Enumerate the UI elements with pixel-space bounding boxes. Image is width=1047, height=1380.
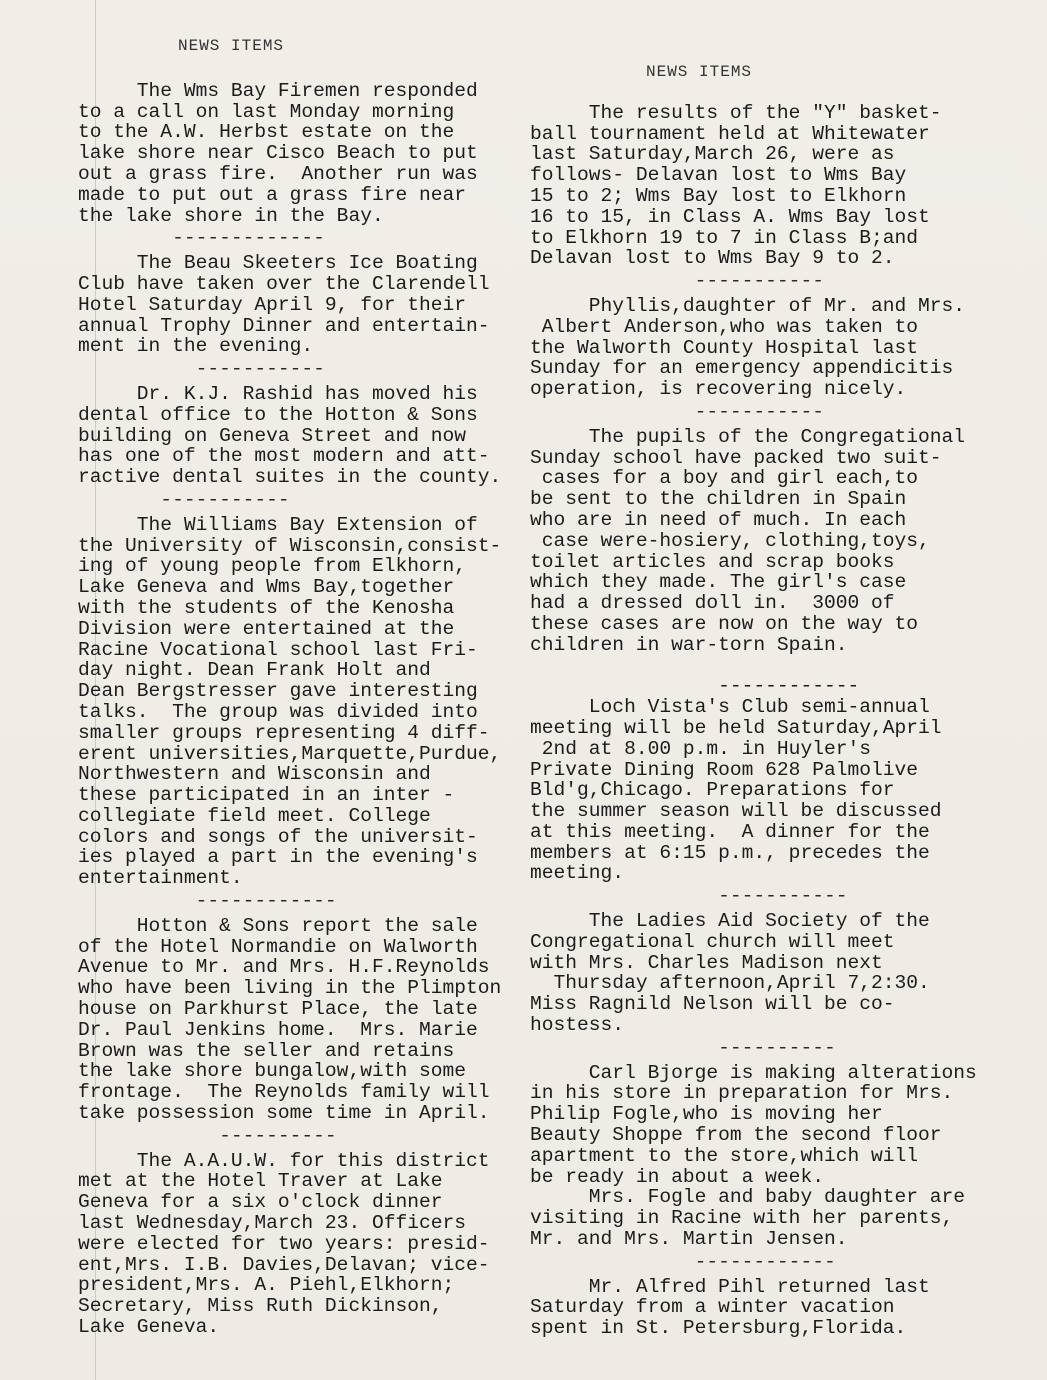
news-item-line: Saturday from a winter vacation	[530, 1296, 895, 1319]
news-item-line: entertainment.	[78, 867, 243, 890]
news-item-line: visiting in Racine with her parents,	[530, 1207, 954, 1230]
news-item-line: cases for a boy and girl each,to	[530, 467, 919, 490]
news-item-line: 15 to 2; Wms Bay lost to Elkhorn	[530, 184, 907, 207]
news-item-line: talks. The group was divided into	[78, 700, 478, 723]
separator-dashes: -----------	[530, 885, 848, 908]
news-item-line: follows- Delavan lost to Wms Bay	[530, 164, 907, 187]
separator-dashes: -------------	[78, 227, 325, 250]
news-item-line: 2nd at 8.00 p.m. in Huyler's	[530, 737, 871, 760]
news-item	[530, 1277, 1000, 1339]
news-item-line: Thursday afternoon,April 7,2:30.	[530, 972, 930, 995]
news-item-line: Northwestern and Wisconsin and	[78, 763, 431, 786]
separator-dashes: ------------	[530, 1250, 836, 1273]
news-item-line: case were-hosiery, clothing,toys,	[530, 529, 930, 552]
news-item-line: Division were entertained at the	[78, 617, 455, 640]
separator-dashes: -----------	[530, 400, 824, 423]
news-item-line: Bld'g,Chicago. Preparations for	[530, 779, 895, 802]
news-item-line: last Wednesday,March 23. Officers	[78, 1212, 467, 1235]
news-item-line: Phyllis,daughter of Mr. and Mrs.	[530, 294, 966, 317]
separator-dashes: -----------	[78, 358, 325, 381]
news-item-line: the lake shore in the Bay.	[78, 204, 384, 227]
news-item-line: the University of Wisconsin,consist-	[78, 534, 502, 557]
news-item-line: the summer season will be discussed	[530, 800, 942, 823]
news-item-line: children in war-torn Spain.	[530, 633, 848, 656]
news-item-line: take possession some time in April.	[78, 1102, 490, 1125]
news-item-line: ball tournament held at Whitewater	[530, 122, 930, 145]
news-item-line: with the students of the Kenosha	[78, 596, 455, 619]
news-item-line: Philip Fogle,who is moving her	[530, 1103, 883, 1126]
news-item-line: with Mrs. Charles Madison next	[530, 951, 883, 974]
right-column	[530, 62, 1000, 1339]
news-item-line: Carl Bjorge is making alterations	[530, 1061, 977, 1084]
news-item-line: collegiate field meet. College	[78, 804, 431, 827]
news-item	[530, 1063, 1000, 1250]
news-item-line: Delavan lost to Wms Bay 9 to 2.	[530, 247, 895, 270]
news-item-line: be ready in about a week.	[530, 1165, 824, 1188]
news-item-line: smaller groups representing 4 diff-	[78, 721, 490, 744]
news-item-line: Sunday school have packed two suit-	[530, 446, 942, 469]
news-item-line: spent in St. Petersburg,Florida.	[530, 1317, 907, 1340]
news-item-line: erent universities,Marquette,Purdue,	[78, 742, 502, 765]
news-item-line: met at the Hotel Traver at Lake	[78, 1170, 443, 1193]
news-item-line: The pupils of the Congregational	[530, 425, 966, 448]
news-item-line: frontage. The Reynolds family will	[78, 1081, 490, 1104]
news-item	[530, 656, 1000, 885]
news-item	[530, 103, 1000, 269]
news-item-line: be sent to the children in Spain	[530, 488, 907, 511]
separator-dashes: ------------	[78, 890, 337, 913]
news-item-line	[530, 656, 1000, 677]
left-column-heading: NEWS ITEMS	[178, 37, 285, 55]
news-item-line: Loch Vista's Club semi-annual	[530, 696, 930, 719]
news-item-line: ractive dental suites in the county.	[78, 466, 502, 489]
news-item-line: The Wms Bay Firemen responded	[78, 79, 478, 102]
news-item-line: of the Hotel Normandie on Walworth	[78, 935, 478, 958]
news-item-line: made to put out a grass fire near	[78, 183, 467, 206]
news-item-line: hostess.	[530, 1014, 625, 1037]
news-item-line: colors and songs of the universit-	[78, 825, 478, 848]
news-item-line: Hotel Saturday April 9, for their	[78, 293, 467, 316]
news-item-line: to the A.W. Herbst estate on the	[78, 121, 455, 144]
news-item-line: Mr. Alfred Pihl returned last	[530, 1275, 930, 1298]
left-column	[78, 36, 548, 1338]
news-item-line: which they made. The girl's case	[530, 571, 907, 594]
news-item-line: Brown was the seller and retains	[78, 1039, 455, 1062]
news-item-line: who are in need of much. In each	[530, 508, 907, 531]
news-item-line: in his store in preparation for Mrs.	[530, 1082, 954, 1105]
news-item-line: ------------	[530, 675, 860, 698]
news-item-line: Lake Geneva and Wms Bay,together	[78, 576, 455, 599]
news-item-line: Albert Anderson,who was taken to	[530, 315, 919, 338]
news-item-line: The Williams Bay Extension of	[78, 513, 478, 536]
news-item	[530, 296, 1000, 400]
news-item-line: The results of the "Y" basket-	[530, 101, 942, 124]
news-item-line: Racine Vocational school last Fri-	[78, 638, 478, 661]
news-item-line: last Saturday,March 26, were as	[530, 143, 895, 166]
news-item-line: had a dressed doll in. 3000 of	[530, 592, 895, 615]
news-item-line: to a call on last Monday morning	[78, 100, 455, 123]
news-item	[530, 427, 1000, 656]
news-item-line: at this meeting. A dinner for the	[530, 820, 930, 843]
news-item-line: Hotton & Sons report the sale	[78, 914, 478, 937]
news-item-line: who have been living in the Plimpton	[78, 977, 502, 1000]
news-item	[78, 1151, 548, 1338]
news-item-line: the Walworth County Hospital last	[530, 336, 919, 359]
news-item-line: Mr. and Mrs. Martin Jensen.	[530, 1228, 848, 1251]
news-item-line: operation, is recovering nicely.	[530, 378, 907, 401]
news-item	[78, 81, 548, 227]
news-item-line: these cases are now on the way to	[530, 612, 919, 635]
news-item-line: members at 6:15 p.m., precedes the	[530, 841, 930, 864]
news-item	[78, 384, 548, 488]
news-item	[530, 911, 1000, 1036]
news-item-line: Congregational church will meet	[530, 930, 895, 953]
news-item-line: Dr. K.J. Rashid has moved his	[78, 382, 478, 405]
news-item	[78, 253, 548, 357]
news-item-line: meeting.	[530, 862, 625, 885]
news-item-line: Sunday for an emergency appendicitis	[530, 357, 954, 380]
news-item	[78, 515, 548, 889]
separator-dashes: ----------	[530, 1036, 836, 1059]
news-item-line: 16 to 15, in Class A. Wms Bay lost	[530, 205, 930, 228]
news-item-line: Beauty Shoppe from the second floor	[530, 1124, 942, 1147]
news-item-line: toilet articles and scrap books	[530, 550, 895, 573]
news-item-line: The Beau Skeeters Ice Boating	[78, 252, 478, 275]
news-item-line: building on Geneva Street and now	[78, 424, 467, 447]
separator-dashes: -----------	[78, 488, 290, 511]
news-item-line: day night. Dean Frank Holt and	[78, 659, 431, 682]
news-item-line: Private Dining Room 628 Palmolive	[530, 758, 919, 781]
news-item-line: Dr. Paul Jenkins home. Mrs. Marie	[78, 1018, 478, 1041]
news-item-line: dental office to the Hotton & Sons	[78, 403, 478, 426]
right-column-heading: NEWS ITEMS	[646, 63, 753, 81]
news-item-line: ent,Mrs. I.B. Davies,Delavan; vice-	[78, 1253, 490, 1276]
news-item-line: house on Parkhurst Place, the late	[78, 998, 478, 1021]
news-item	[78, 916, 548, 1124]
news-item-line: Dean Bergstresser gave interesting	[78, 680, 478, 703]
news-item-line: these participated in an inter -	[78, 784, 455, 807]
news-item-line: Geneva for a six o'clock dinner	[78, 1191, 443, 1214]
news-item-line: to Elkhorn 19 to 7 in Class B;and	[530, 226, 919, 249]
news-item-line: Mrs. Fogle and baby daughter are	[530, 1186, 966, 1209]
news-item-line: Lake Geneva.	[78, 1316, 220, 1339]
news-item-line: Miss Ragnild Nelson will be co-	[530, 993, 895, 1016]
news-item-line: Secretary, Miss Ruth Dickinson,	[78, 1295, 443, 1318]
news-item-line: Avenue to Mr. and Mrs. H.F.Reynolds	[78, 956, 490, 979]
news-item-line: the lake shore bungalow,with some	[78, 1060, 467, 1083]
separator-dashes: -----------	[530, 270, 824, 293]
news-item-line: lake shore near Cisco Beach to put	[78, 142, 478, 165]
news-item-line: Club have taken over the Clarendell	[78, 272, 490, 295]
news-item-line: out a grass fire. Another run was	[78, 162, 478, 185]
news-item-line: meeting will be held Saturday,April	[530, 716, 942, 739]
news-item-line: The Ladies Aid Society of the	[530, 910, 930, 933]
news-item-line: ing of young people from Elkhorn,	[78, 555, 467, 578]
news-item-line: annual Trophy Dinner and entertain-	[78, 314, 490, 337]
separator-dashes: ----------	[78, 1124, 337, 1147]
news-item-line: apartment to the store,which will	[530, 1144, 919, 1167]
news-item-line: The A.A.U.W. for this district	[78, 1149, 490, 1172]
news-item-line: were elected for two years: presid-	[78, 1232, 490, 1255]
news-item-line: ies played a part in the evening's	[78, 846, 478, 869]
news-item-line: president,Mrs. A. Piehl,Elkhorn;	[78, 1274, 455, 1297]
news-item-line: ment in the evening.	[78, 335, 314, 358]
news-item-line: has one of the most modern and att-	[78, 445, 490, 468]
